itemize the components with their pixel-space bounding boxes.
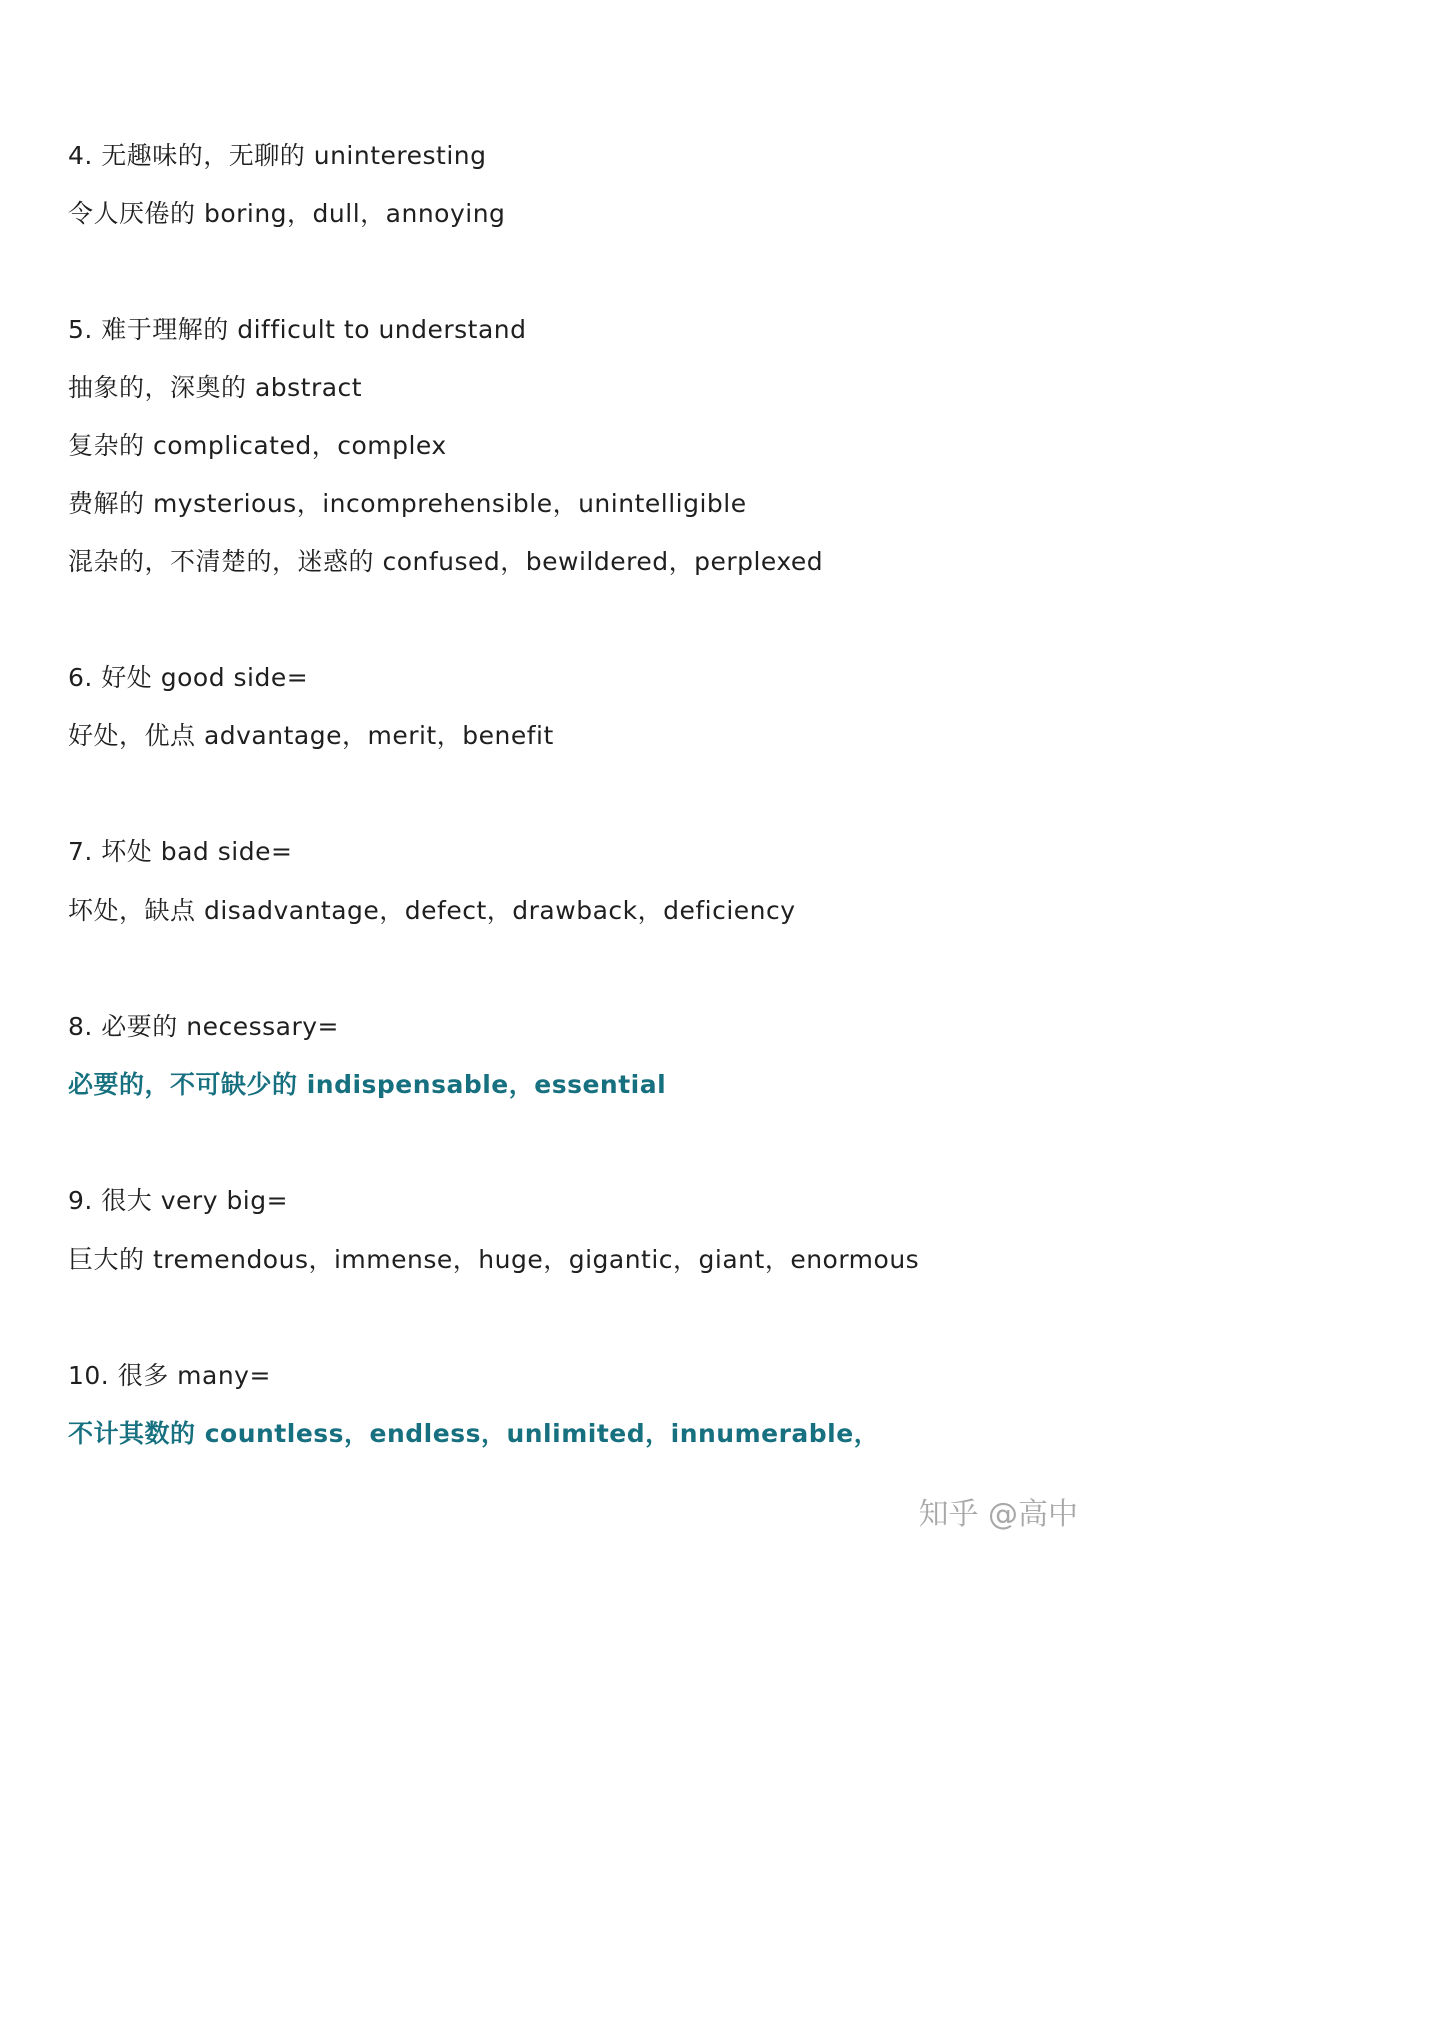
- section-7-line-1: 坏处，缺点 disadvantage，defect，drawback，deficiency: [68, 896, 796, 925]
- zhihu-watermark: 知乎 @高中: [918, 1497, 1078, 1532]
- section-10-heading: 10. 很多 many=: [68, 1361, 271, 1390]
- section-9-heading: 9. 很大 very big=: [68, 1186, 289, 1215]
- section-8-line-1: 必要的，不可缺少的 indispensable，essential: [68, 1070, 667, 1099]
- section-5-line-1: 抽象的，深奥的 abstract: [68, 373, 363, 402]
- section-8-heading: 8. 必要的 necessary=: [68, 1012, 339, 1041]
- section-5-line-2: 复杂的 complicated，complex: [68, 431, 447, 460]
- section-5-heading: 5. 难于理解的 difficult to understand: [68, 315, 527, 344]
- section-4-line-1: 令人厌倦的 boring，dull，annoying: [68, 199, 506, 228]
- section-7-heading: 7. 坏处 bad side=: [68, 837, 293, 866]
- section-4-heading: 4. 无趣味的，无聊的 uninteresting: [68, 141, 487, 170]
- section-9-line-1: 巨大的 tremendous，immense，huge，gigantic，giant，enormous: [68, 1245, 920, 1274]
- section-5-line-3: 费解的 mysterious，incomprehensible，unintelligible: [68, 489, 747, 518]
- section-6-heading: 6. 好处 good side=: [68, 663, 309, 692]
- section-6-line-1: 好处，优点 advantage，merit，benefit: [68, 721, 554, 750]
- section-5-line-4: 混杂的，不清楚的，迷惑的 confused，bewildered，perplexed: [68, 547, 824, 576]
- section-10-line-1: 不计其数的 countless，endless，unlimited，innumerable，: [68, 1419, 880, 1448]
